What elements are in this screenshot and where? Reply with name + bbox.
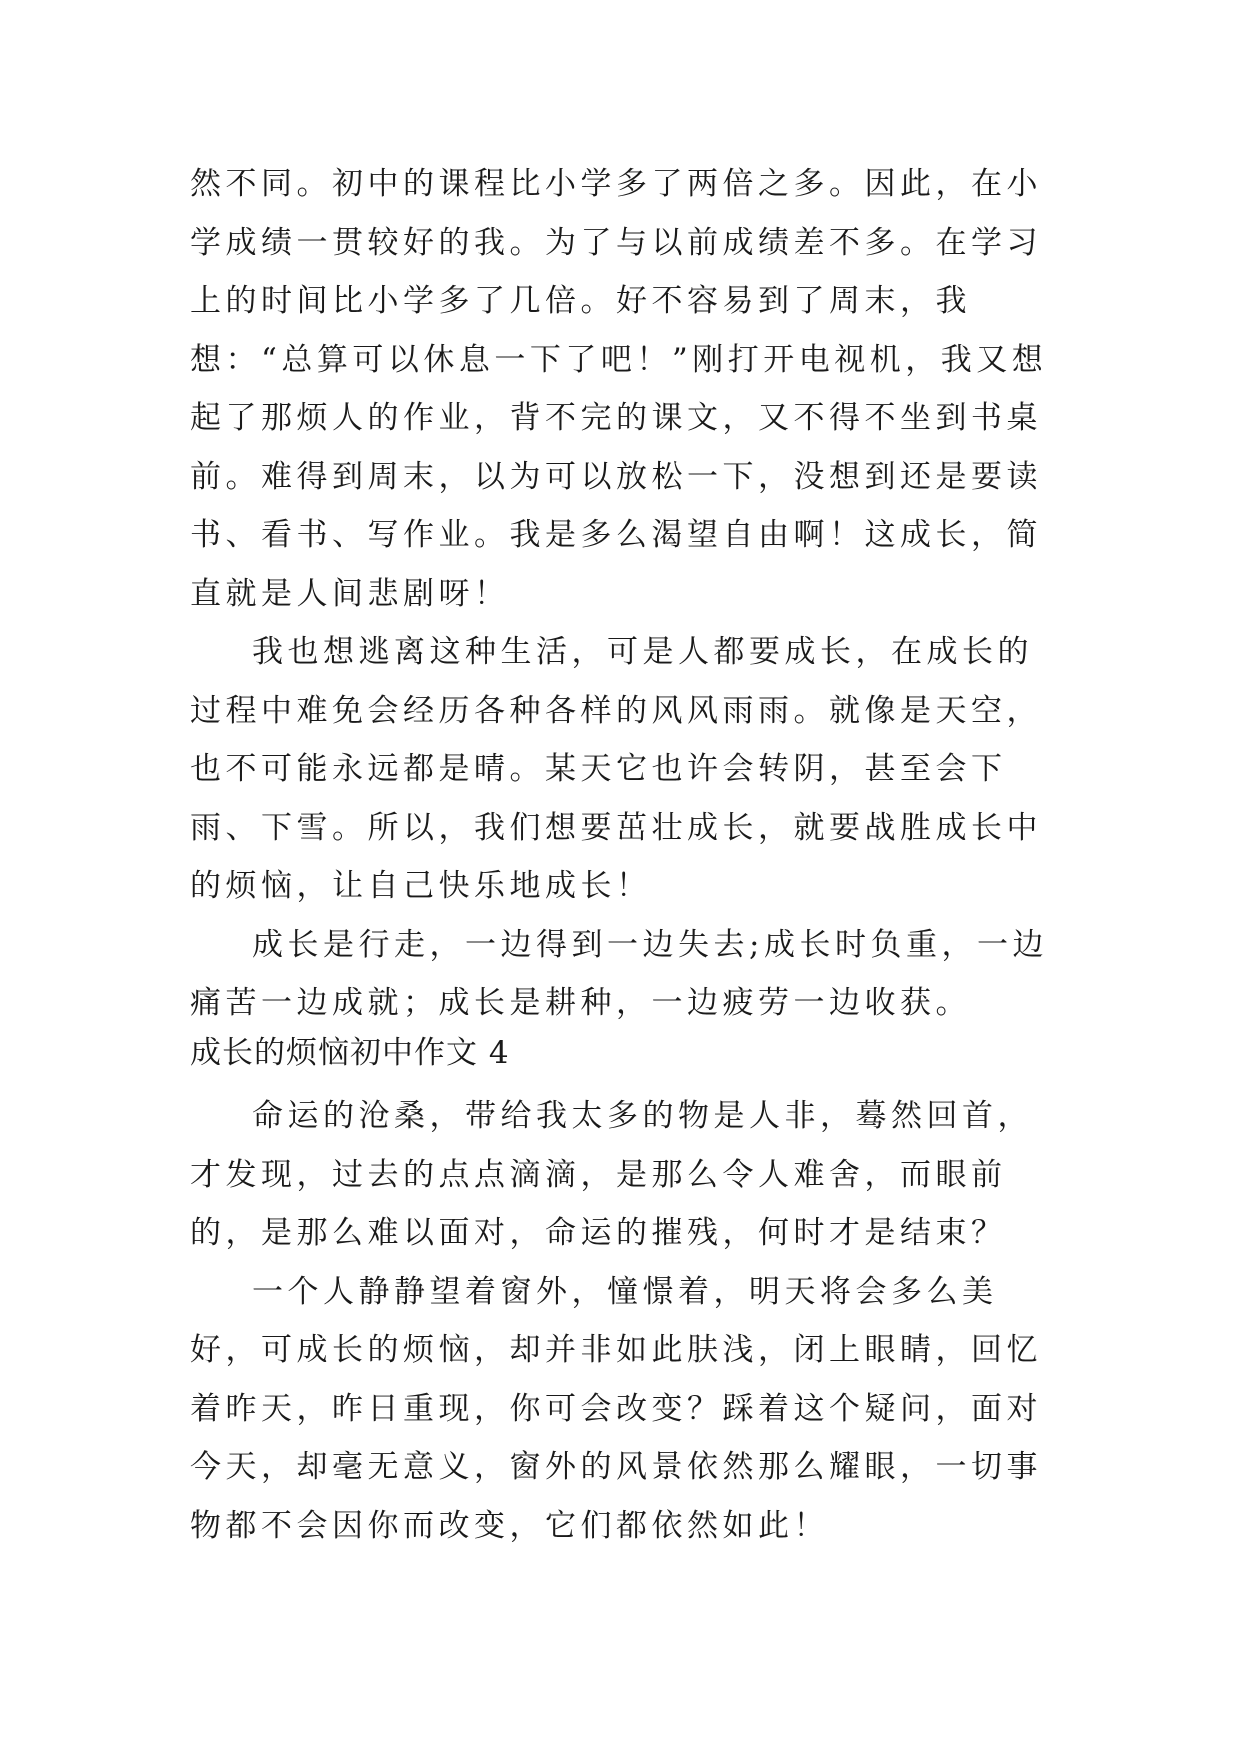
paragraph-growth-is-walking: 成长是行走，一边得到一边失去;成长时负重，一边痛苦一边成就；成长是耕种，一边疲劳一边收获。 — [190, 926, 1048, 1021]
paragraph-continued: 然不同。初中的课程比小学多了两倍之多。因此，在小学成绩一贯较好的我。为了与以前成绩差不多。在学习上的时间比小学多了几倍。好不容易到了周末，我想：“总算可以休息一下了吧！”刚打开电视机，我又想起了那烦人的作业，背不完的课文，又不得不坐到书桌前。难得到周末，以为可以放松一下，没想到还是要读书、看书、写作业。我是多么渴望自由啊！这成长，简直就是人间悲剧呀！ — [190, 166, 1048, 612]
paragraph-fate: 命运的沧桑，带给我太多的物是人非，蓦然回首，才发现，过去的点点滴滴，是那么令人难舍，而眼前的，是那么难以面对，命运的摧残，何时才是结束？ — [190, 1098, 1033, 1251]
essay-heading: 成长的烦恼初中作文 4 — [190, 1035, 510, 1071]
paragraph-window: 一个人静静望着窗外，憧憬着，明天将会多么美好，可成长的烦恼，却并非如此肤浅，闭上眼睛，回忆着昨天，昨日重现，你可会改变？踩着这个疑问，面对今天，却毫无意义，窗外的风景依然那么耀眼，一切事物都不会因你而改变，它们都依然如此！ — [190, 1273, 1042, 1544]
paragraph-escape-life: 我也想逃离这种生活，可是人都要成长，在成长的过程中难免会经历各种各样的风风雨雨。就像是天空，也不可能永远都是晴。某天它也许会转阴，甚至会下雨、下雪。所以，我们想要茁壮成长，就要战胜成长中的烦恼，让自己快乐地成长！ — [190, 634, 1042, 904]
essay-section-4 — [190, 1087, 1050, 1555]
essay-section-continued — [190, 155, 1050, 1033]
